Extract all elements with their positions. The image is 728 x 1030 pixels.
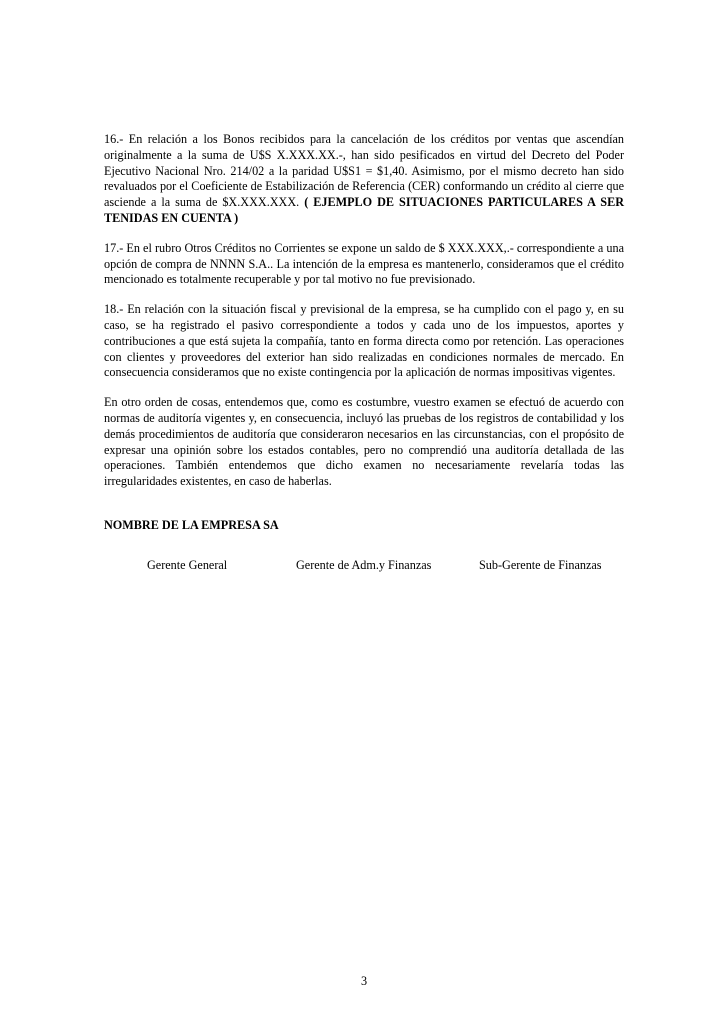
signature-general-manager: Gerente General xyxy=(147,558,228,572)
paragraph-other-matters: En otro orden de cosas, entendemos que, como es costumbre, vuestro examen se efectuó de acuerdo con normas de auditoría vigentes y, en consecuencia, incluyó las pruebas de los registros de contabilidad y los demás procedimientos de auditoría que consideraron necesarios en las circunstancias, con el propósito de expresar una opinión sobre los estados contables, pero no comprendió una auditoría detallada de las operaciones. También entendemos que dicho examen no necesariamente revelaría todas las irregularidades existentes, en caso de haberlas. xyxy=(104,395,624,489)
signature-finance-submanager: Sub-Gerente de Finanzas xyxy=(479,558,602,572)
document-body xyxy=(104,132,624,534)
paragraph-16 xyxy=(104,132,624,227)
company-name: NOMBRE DE LA EMPRESA SA xyxy=(104,517,279,532)
paragraph-18: 18.- En relación con la situación fiscal y previsional de la empresa, se ha cumplido con el pago y, en su caso, se ha registrado el pasivo correspondiente a todos y cada uno de los impuestos, aportes y contribuciones a que está sujeta la compañía, tanto en forma directa como por retención. Las operaciones con clientes y proveedores del exterior han sido realizadas en condiciones normales de mercado. En consecuencia consideramos que no existe contingencia por la aplicación de normas impositivas vigentes. xyxy=(104,302,624,380)
signature-block xyxy=(0,558,728,578)
signature-admin-finance-manager: Gerente de Adm.y Finanzas xyxy=(296,558,432,572)
paragraph-16-bold-note: ( EJEMPLO DE SITUACIONES PARTICULARES A SER TENIDAS EN CUENTA ) xyxy=(104,195,625,225)
paragraph-16-text: 16.- En relación a los Bonos recibidos para la cancelación de los créditos por ventas que ascendían originalmente a la suma de U$S X.XXX.XX.-, han sido pesificados en virtud del Decreto del Poder Ejecutivo Nacional Nro. 214/02 a la paridad U$S1 = $1,40. Asimismo, por el mismo decreto han sido revaluados por el Coeficiente de Estabilización de Referencia (CER) conformando un crédito al cierre que asciende a la suma de $X.XXX.XXX. xyxy=(104,132,624,210)
paragraph-17: 17.- En el rubro Otros Créditos no Corrientes se expone un saldo de $ XXX.XXX,.- correspondiente a una opción de compra de NNNN S.A.. La intención de la empresa es mantenerlo, consideramos que el crédito mencionado es totalmente recuperable y por tal motivo no fue previsionado. xyxy=(104,240,624,287)
page-number: 3 xyxy=(360,974,368,988)
